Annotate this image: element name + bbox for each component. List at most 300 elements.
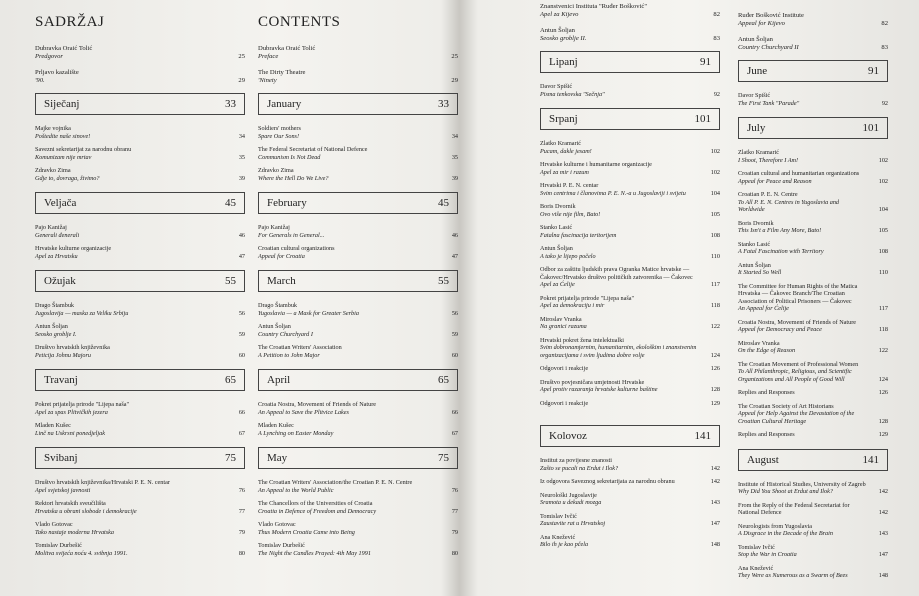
entry-page: 117: [878, 305, 888, 312]
entry-title: A Lynching on Easter Monday: [258, 429, 334, 437]
entry-page: 79: [238, 528, 245, 536]
entry-page: 66: [238, 408, 245, 416]
entry-title: Spare Our Sons!: [258, 132, 300, 140]
month-section: [35, 447, 245, 557]
entry-author: Croatia Nostra, Movement of Friends of Nature: [738, 318, 857, 326]
toc-entry: [35, 245, 245, 260]
entry-author: Boris Dvornik: [540, 203, 576, 210]
entry-title: They Were as Numerous as a Swarm of Bees: [738, 572, 848, 579]
entry-page: 60: [451, 351, 458, 359]
entry-author: Tomislav Ivčić: [540, 512, 577, 520]
entry-title: Apel svjetskoj javnosti: [35, 486, 91, 494]
entry-page: 82: [713, 11, 720, 18]
month-section: [540, 51, 720, 98]
entry-title: Svim dobronamjernim, humanitarnim, ekološkim i znanstvenim organizacijama i svim ljudima dobre volje: [540, 344, 697, 359]
entry-title: Generali đenerali: [35, 231, 80, 239]
entry-author: The Federal Secretariat of National Defence: [258, 146, 368, 153]
toc-entry: [738, 403, 888, 426]
entry-page: 118: [878, 326, 888, 333]
entry-title: Linč na Uskrsni ponedjeljak: [35, 429, 105, 437]
entry-author: Hrvatski pokret žena intelektualki: [540, 336, 625, 344]
entry-author: Društvo povjesničara umjetnosti Hrvatske: [540, 378, 645, 386]
toc-entry: [35, 146, 245, 161]
toc-entry: [540, 182, 720, 197]
toc-entry: [258, 167, 458, 182]
entry-author: Mladen Kušec: [258, 422, 294, 429]
toc-entry: [258, 479, 458, 494]
entry-title: Peticija Johnu Majoru: [35, 351, 92, 359]
toc-entry: [35, 323, 245, 338]
entry-title: An Appeal to Save the Plitvice Lakes: [258, 408, 349, 416]
entry-title: Pucam, dakle jesam!: [540, 147, 592, 155]
entry-author: Ana Knežević: [738, 564, 774, 572]
month-section: [540, 425, 720, 549]
month-section: [258, 192, 458, 260]
entry-author: Iz odgovora Saveznog sekretarijata za narodnu obranu: [540, 478, 675, 485]
entry-author: Antun Šoljan: [540, 27, 575, 34]
entry-author: Institute of Historical Studies, University of Zagreb: [738, 480, 866, 488]
toc-entry: [258, 125, 458, 140]
entry-title: Gdje to, dovraga, živimo?: [35, 174, 100, 182]
toc-entry: [258, 45, 458, 61]
entry-title: Na granici razuma: [540, 323, 587, 330]
entry-title: Country Churchyard II: [738, 44, 799, 51]
entry-page: 67: [238, 429, 245, 437]
month-header: [258, 447, 458, 469]
entry-author: Soldiers' mothers: [258, 125, 301, 132]
entry-author: Replies and Responses: [738, 389, 795, 396]
toc-entry: [258, 422, 458, 437]
entry-title: Appeal for Kijevo: [738, 20, 785, 27]
toc-entry: [35, 224, 245, 239]
entry-title: Thus Modern Croatia Came into Being: [258, 528, 355, 536]
toc-entry: [35, 500, 245, 515]
toc-entry: [258, 146, 458, 161]
entry-title: Seosko groblje I.: [35, 330, 77, 338]
month-page: 65: [225, 374, 236, 386]
month-section: [35, 192, 245, 260]
toc-entry: [738, 149, 888, 164]
entry-title: Seosko groblje II.: [540, 35, 587, 42]
entry-author: Rektori hrvatskih sveučilišta: [35, 500, 106, 507]
entry-page: 142: [878, 488, 888, 495]
toc-entry: [540, 316, 720, 331]
entry-page: 83: [713, 35, 720, 42]
entry-title: Bilo ih je kao pčela: [540, 541, 589, 548]
entry-author: Stanko Lasić: [540, 224, 573, 231]
month-header: [35, 192, 245, 214]
entry-title: To All Philanthropic, Religious, and Scientific Organizations and All People of Good Will: [738, 368, 852, 383]
entry-author: Tomislav Durbešić: [258, 542, 305, 549]
toc-entry: [540, 295, 720, 310]
month-page: 45: [225, 197, 236, 209]
entry-title: Country Churchyard I: [258, 330, 313, 338]
entry-author: Društvo hrvatskih književnika: [35, 344, 110, 351]
entry-page: 143: [710, 499, 720, 506]
entry-title: Communism Is Not Dead: [258, 153, 321, 161]
entry-page: 128: [710, 386, 720, 393]
entry-title: This Isn't a Film Any More, Bato!: [738, 227, 822, 234]
month-name: Siječanj: [44, 98, 80, 110]
entry-author: Miroslav Vranka: [738, 339, 780, 347]
month-section: [35, 270, 245, 359]
toc-entry: [540, 457, 720, 472]
entry-author: Zlatko Kramarić: [540, 140, 582, 147]
toc-entry: [258, 323, 458, 338]
entry-page: 142: [878, 509, 888, 516]
month-name: Travanj: [44, 374, 78, 386]
month-page: 33: [438, 98, 449, 110]
entry-page: 129: [710, 399, 720, 407]
toc-entry: [540, 400, 720, 408]
entry-page: 80: [238, 549, 245, 557]
entry-page: 25: [451, 53, 458, 60]
month-header: [35, 270, 245, 292]
entry-author: Ruđer Bošković Institute: [738, 12, 804, 19]
entry-author: The Croatian Movement of Professional Women: [738, 360, 859, 368]
entry-title: Apel protiv razaranja hrvatske kulturne baštine: [540, 386, 658, 393]
entry-author: Pokret prijatelja prirode "Lijepa naša": [540, 294, 635, 302]
month-name: January: [267, 98, 302, 110]
month-header: [258, 93, 458, 115]
entry-author: Odgovori i reakcije: [540, 399, 589, 407]
month-section: [258, 270, 458, 359]
toc-entry: [35, 422, 245, 437]
entry-title: Predgovor: [35, 53, 63, 60]
toc-entry: [258, 500, 458, 515]
month-header: [258, 192, 458, 214]
month-header: [35, 369, 245, 391]
toc-entry: [35, 45, 245, 61]
en-front-matter: [258, 45, 458, 85]
entry-page: 77: [238, 507, 245, 515]
entry-page: 147: [710, 520, 720, 527]
month-header: [540, 108, 720, 130]
toc-entry: [258, 542, 458, 557]
entry-page: 102: [710, 147, 720, 155]
entry-page: 147: [878, 551, 888, 558]
toc-entry: [540, 478, 720, 486]
month-header: [540, 51, 720, 73]
entry-title: An Appeal for Ćelije: [738, 305, 789, 312]
hr-front-matter: [35, 45, 245, 85]
entry-title: The Night the Candles Prayed: 4th May 1991: [258, 549, 371, 557]
entry-page: 104: [878, 206, 888, 213]
toc-entry: [540, 379, 720, 394]
entry-title: A Disgrace in the Decade of the Brain: [738, 530, 833, 537]
toc-entry: [540, 513, 720, 528]
entry-author: Antun Šoljan: [540, 245, 573, 252]
toc-entry: [738, 544, 888, 559]
entry-title: Stop the War in Croatia: [738, 551, 797, 558]
month-name: Srpanj: [549, 113, 578, 125]
entry-author: Odbor za zaštitu ljudskih prava Ogranka Matice hrvatske — Čakovec/Hrvatsko društvo političkih zatvorenika — Čakovec: [540, 266, 693, 281]
entry-title: To All P. E. N. Centres in Yugoslavia and Worldwide: [738, 198, 840, 213]
entry-author: Replies and Responses: [738, 431, 795, 438]
month-section: [258, 447, 458, 557]
toc-entry: [35, 167, 245, 182]
entry-page: 59: [238, 330, 245, 338]
toc-entry: [35, 69, 245, 85]
entry-author: Drago Štambuk: [258, 302, 298, 309]
toc-entry: [540, 365, 720, 373]
entry-page: 105: [710, 210, 720, 218]
toc-entry: [35, 125, 245, 140]
toc-entry: [35, 302, 245, 317]
month-section: [738, 60, 888, 107]
en-column-left: [258, 0, 458, 567]
toc-entry: [738, 36, 888, 52]
entry-page: 102: [710, 168, 720, 176]
entry-page: 104: [710, 189, 720, 197]
entry-page: 122: [878, 347, 888, 354]
entry-title: Sramota u dekadi mozga: [540, 499, 602, 506]
entry-author: Majke vojnika: [35, 125, 71, 132]
entry-page: 128: [878, 417, 888, 425]
entry-page: 76: [238, 486, 245, 494]
entry-page: 105: [878, 227, 888, 234]
entry-title: Poštedite naše sinove!: [35, 132, 91, 140]
entry-author: Institut za povijesne znanosti: [540, 457, 612, 464]
entry-title: Zašto se pucali na Erdut i Ilok?: [540, 464, 619, 472]
entry-author: Znanstvenici Instituta "Ruđer Bošković": [540, 3, 648, 10]
entry-author: The Croatian Writers' Association: [258, 344, 342, 351]
month-page: 141: [694, 430, 711, 442]
entry-page: 82: [881, 20, 888, 27]
toc-entry: [258, 401, 458, 416]
month-name: March: [267, 275, 296, 287]
entry-page: 39: [451, 174, 458, 182]
toc-entry: [35, 344, 245, 359]
month-name: May: [267, 452, 288, 464]
entry-title: Appeal for Peace and Reason: [738, 177, 812, 185]
entry-title: Hrvatska u obrani slobode i demokracije: [35, 507, 137, 515]
toc-entry: [540, 266, 720, 289]
toc-entry: [738, 389, 888, 397]
month-section: [35, 369, 245, 437]
entry-author: Antun Šoljan: [738, 261, 771, 269]
entry-page: 148: [878, 572, 888, 579]
entry-author: Antun Šoljan: [258, 323, 291, 330]
month-section: [35, 93, 245, 182]
entry-author: Zdravko Zima: [35, 167, 71, 174]
entry-author: Croatian cultural and humanitarian organizations: [738, 170, 860, 177]
toc-entry: [540, 140, 720, 155]
month-section: [738, 449, 888, 580]
entry-title: It Started So Well: [738, 269, 782, 276]
toc-entry: [540, 3, 720, 19]
entry-title: Pisma tenkovska "Sečnja": [540, 90, 605, 98]
entry-page: 79: [451, 528, 458, 536]
month-name: Veljača: [44, 197, 77, 209]
entry-author: Croatia Nostra, Movement of Friends of Nature: [258, 401, 377, 408]
entry-page: 110: [878, 269, 888, 276]
entry-title: Appeal for Croatia: [258, 252, 305, 260]
entry-page: 46: [451, 231, 458, 239]
en-months: [258, 93, 458, 557]
entry-author: Hrvatski P. E. N. centar: [540, 182, 599, 189]
toc-entry: [738, 523, 888, 538]
entry-page: 124: [878, 375, 888, 383]
entry-author: Dubravka Oraić Tolić: [258, 45, 316, 52]
toc-entry: [258, 224, 458, 239]
entry-title: Croatia in Defence of Freedom and Democracy: [258, 507, 377, 515]
month-page: 55: [225, 275, 236, 287]
entry-page: 102: [878, 177, 888, 185]
entry-page: 117: [710, 281, 720, 288]
entry-author: Miroslav Vranka: [540, 315, 582, 323]
entry-author: Zdravko Zima: [258, 167, 294, 174]
entry-page: 39: [238, 174, 245, 182]
entry-author: Davor Spišić: [738, 92, 771, 99]
month-header: [540, 425, 720, 447]
month-page: 101: [862, 122, 879, 134]
month-page: 91: [868, 65, 879, 77]
entry-title: Yugoslavia — a Mask for Greater Serbia: [258, 309, 359, 317]
toc-entry: [540, 27, 720, 43]
entry-page: 46: [238, 231, 245, 239]
entry-page: 108: [878, 248, 888, 255]
entry-author: The Committee for Human Rights of the Matica Hrvatska — Čakovec Branch/The Croatian Association of Political Prisoners — Čakovec: [738, 282, 858, 305]
toc-entry: [738, 241, 888, 256]
entry-author: From the Reply of the Federal Secretariat for National Defence: [738, 501, 850, 516]
entry-page: 76: [451, 486, 458, 494]
entry-author: Drago Štambuk: [35, 302, 75, 309]
month-name: August: [747, 453, 779, 466]
entry-author: Pajo Kanižaj: [258, 224, 290, 231]
toc-entry: [738, 283, 888, 313]
month-name: April: [267, 374, 291, 386]
entry-author: Davor Spišić: [540, 83, 573, 90]
toc-entry: [540, 534, 720, 549]
entry-page: 34: [238, 132, 245, 140]
en-heading: CONTENTS: [258, 14, 341, 30]
entry-author: Zlatko Kramarić: [738, 149, 780, 156]
entry-title: Appeal for Democracy and Peace: [738, 326, 822, 333]
entry-page: 83: [881, 44, 888, 51]
month-name: February: [267, 197, 307, 209]
toc-entry: [258, 521, 458, 536]
toc-entry: [35, 401, 245, 416]
entry-author: Prljavo kazalište: [35, 69, 79, 76]
entry-title: Ovo više nije film, Bato!: [540, 210, 601, 218]
entry-author: Stanko Lasić: [738, 240, 771, 248]
entry-title: Apel za Kijevo: [540, 11, 579, 18]
month-page: 101: [694, 113, 711, 125]
entry-page: 92: [713, 90, 720, 98]
month-name: Kolovoz: [549, 430, 587, 442]
entry-title: '90.: [35, 77, 45, 84]
month-section: [540, 108, 720, 407]
toc-entry: [738, 431, 888, 439]
month-header: [738, 117, 888, 139]
month-page: 33: [225, 98, 236, 110]
toc-entry: [738, 12, 888, 28]
toc-entry: [738, 481, 888, 496]
entry-author: Tomislav Ivčić: [738, 543, 775, 551]
month-page: 75: [225, 452, 236, 464]
month-section: [738, 117, 888, 439]
month-header: [258, 369, 458, 391]
en2-months: [738, 60, 888, 580]
toc-entry: [738, 170, 888, 185]
toc-entry: [258, 245, 458, 260]
toc-entry: [258, 344, 458, 359]
toc-entry: [738, 191, 888, 214]
entry-title: I Shoot, Therefore I Am!: [738, 156, 799, 164]
month-name: Svibanj: [44, 452, 78, 464]
entry-title: Appeal for Help Against the Devastation of the Croatian Cultural Heritage: [738, 410, 855, 425]
month-name: July: [747, 122, 766, 134]
entry-page: 29: [451, 77, 458, 84]
entry-page: 92: [881, 99, 888, 107]
toc-entry: [738, 340, 888, 355]
entry-title: Komunizam nije mrtav: [35, 153, 92, 161]
entry-page: 108: [710, 231, 720, 239]
entry-author: Boris Dvornik: [738, 219, 774, 227]
entry-page: 56: [451, 309, 458, 317]
entry-author: Vlado Gotovac: [35, 521, 73, 528]
entry-title: On the Edge of Reason: [738, 347, 796, 354]
entry-page: 59: [451, 330, 458, 338]
entry-page: 56: [238, 309, 245, 317]
entry-author: The Croatian Society of Art Historians: [738, 402, 834, 410]
toc-entry: [738, 262, 888, 277]
month-page: 65: [438, 374, 449, 386]
toc-entry: [540, 83, 720, 98]
hr2-months: [540, 51, 720, 549]
toc-entry: [738, 361, 888, 384]
month-page: 141: [862, 453, 879, 466]
entry-page: 35: [451, 153, 458, 161]
month-header: [35, 93, 245, 115]
entry-page: 126: [710, 365, 720, 372]
month-name: Ožujak: [44, 275, 76, 287]
month-name: Lipanj: [549, 56, 578, 68]
toc-entry: [738, 565, 888, 580]
toc-entry: [738, 502, 888, 517]
entry-title: Tako nastaje moderna Hrvatska: [35, 528, 115, 536]
entry-title: Why Did You Shoot at Erdut and Ilok?: [738, 488, 833, 495]
entry-title: Molitva svijeća noću 4. svibnja 1991.: [35, 549, 128, 557]
entry-page: 148: [710, 541, 720, 548]
entry-author: The Croatian Writers' Association/the Croatian P. E. N. Centre: [258, 479, 413, 486]
hr-column-left: [35, 0, 245, 567]
month-header: [738, 60, 888, 82]
toc-entry: [738, 319, 888, 334]
toc-entry: [540, 161, 720, 176]
entry-page: 110: [710, 252, 720, 260]
entry-title: Apel za mir i razum: [540, 168, 589, 176]
entry-author: Ana Knežević: [540, 533, 576, 541]
entry-author: The Chancellors of the Universities of Croatia: [258, 500, 373, 507]
toc-entry: [540, 492, 720, 507]
entry-page: 102: [878, 156, 888, 164]
month-name: June: [747, 65, 768, 77]
toc-entry: [738, 220, 888, 235]
entry-page: 143: [878, 530, 888, 537]
entry-author: Vlado Gotovac: [258, 521, 296, 528]
entry-author: Neurološki Jugoslavije: [540, 491, 597, 499]
toc-entry: [540, 337, 720, 360]
entry-author: Antun Šoljan: [35, 323, 68, 330]
entry-page: 142: [710, 478, 720, 485]
toc-entry: [258, 69, 458, 85]
entry-page: 142: [710, 464, 720, 472]
entry-title: A Fatal Fascination with Territory: [738, 248, 824, 255]
hr2-top: [540, 3, 720, 43]
entry-author: Antun Šoljan: [738, 36, 773, 43]
